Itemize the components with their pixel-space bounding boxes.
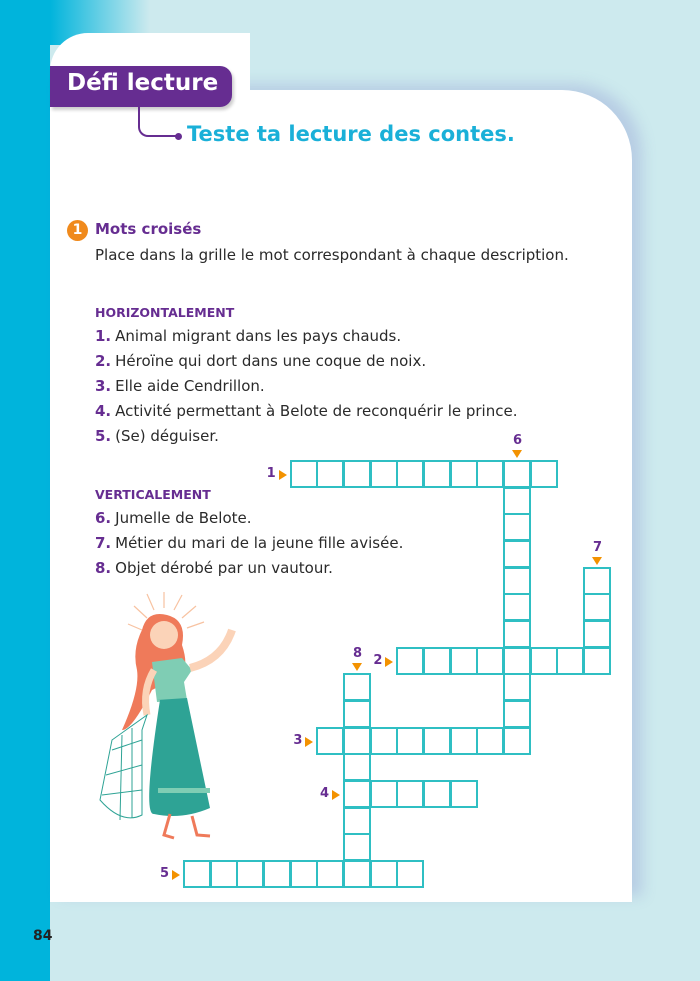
crossword-cell[interactable] xyxy=(290,460,318,488)
crossword-cell[interactable] xyxy=(343,727,371,755)
exercise-title: Mots croisés xyxy=(95,220,202,238)
crossword-cell[interactable] xyxy=(370,460,398,488)
crossword-cell[interactable] xyxy=(290,860,318,888)
crossword-cell[interactable] xyxy=(396,860,424,888)
crossword-cell[interactable] xyxy=(423,647,451,675)
clue-vertical xyxy=(95,509,252,527)
crossword-cell[interactable] xyxy=(343,700,371,728)
clue-number: 6. xyxy=(95,509,112,527)
clue-text: Héroïne qui dort dans une coque de noix. xyxy=(115,352,427,370)
crossword-cell[interactable] xyxy=(503,673,531,701)
section-badge: Défi lecture xyxy=(50,66,232,107)
clue-text: (Se) déguiser. xyxy=(115,427,219,445)
clue-label: 6 xyxy=(513,433,523,448)
arrow-down-icon xyxy=(352,663,362,671)
crossword-cell[interactable] xyxy=(343,753,371,781)
arrow-right-icon xyxy=(279,470,287,480)
crossword-cell[interactable] xyxy=(476,727,504,755)
crossword-cell[interactable] xyxy=(343,460,371,488)
clue-number: 2. xyxy=(95,352,112,370)
crossword-cell[interactable] xyxy=(503,567,531,595)
side-strip xyxy=(0,0,53,981)
crossword-cell[interactable] xyxy=(316,860,344,888)
clue-label: 7 xyxy=(593,539,603,555)
crossword-cell[interactable] xyxy=(396,460,424,488)
clue-horizontal xyxy=(95,427,219,445)
arrow-down-icon xyxy=(592,557,602,565)
crossword-cell[interactable] xyxy=(343,780,371,808)
crossword-cell[interactable] xyxy=(476,647,504,675)
clue-number: 8. xyxy=(95,559,112,577)
clue-vertical xyxy=(95,534,403,552)
clue-number: 5. xyxy=(95,427,112,445)
crossword-cell[interactable] xyxy=(210,860,238,888)
clue-text: Métier du mari de la jeune fille avisée. xyxy=(115,534,404,552)
exercise-instruction: Place dans la grille le mot correspondant à chaque description. xyxy=(95,246,569,264)
crossword-cell[interactable] xyxy=(503,727,531,755)
crossword-cell[interactable] xyxy=(236,860,264,888)
arrow-right-icon xyxy=(332,790,340,800)
crossword-cell[interactable] xyxy=(396,780,424,808)
girl-illustration xyxy=(92,590,262,850)
crossword-cell[interactable] xyxy=(423,460,451,488)
crossword-cell[interactable] xyxy=(343,860,371,888)
crossword-cell[interactable] xyxy=(450,647,478,675)
crossword-cell[interactable] xyxy=(530,460,558,488)
clue-text: Jumelle de Belote. xyxy=(115,509,252,527)
clue-label: 5 xyxy=(160,866,170,882)
horizontal-heading: HORIZONTALEMENT xyxy=(95,305,235,320)
crossword-cell[interactable] xyxy=(343,807,371,835)
crossword-cell[interactable] xyxy=(583,567,611,595)
crossword-cell[interactable] xyxy=(343,833,371,861)
arrow-down-icon xyxy=(512,450,522,458)
crossword-cell[interactable] xyxy=(370,780,398,808)
crossword-cell[interactable] xyxy=(263,860,291,888)
clue-number: 4. xyxy=(95,402,112,420)
crossword-cell[interactable] xyxy=(423,780,451,808)
clue-label: 3 xyxy=(293,732,303,748)
clue-horizontal xyxy=(95,327,401,345)
crossword-cell[interactable] xyxy=(583,593,611,621)
crossword-cell[interactable] xyxy=(503,647,531,675)
crossword-cell[interactable] xyxy=(476,460,504,488)
crossword-cell[interactable] xyxy=(450,727,478,755)
crossword-cell[interactable] xyxy=(503,487,531,515)
crossword-cell[interactable] xyxy=(450,780,478,808)
crossword-cell[interactable] xyxy=(423,727,451,755)
crossword-cell[interactable] xyxy=(503,460,531,488)
clue-label: 4 xyxy=(320,786,330,802)
clue-number: 1. xyxy=(95,327,112,345)
crossword-cell[interactable] xyxy=(503,540,531,568)
page-number: 84 xyxy=(33,928,53,944)
clue-number: 7. xyxy=(95,534,112,552)
vertical-heading: VERTICALEMENT xyxy=(95,487,211,502)
crossword-cell[interactable] xyxy=(316,460,344,488)
clue-number: 3. xyxy=(95,377,112,395)
crossword-cell[interactable] xyxy=(503,593,531,621)
crossword-cell[interactable] xyxy=(450,460,478,488)
arrow-right-icon xyxy=(305,737,313,747)
crossword-cell[interactable] xyxy=(396,647,424,675)
crossword-cell[interactable] xyxy=(370,860,398,888)
clue-label: 8 xyxy=(353,646,363,662)
clue-vertical xyxy=(95,559,333,577)
arrow-right-icon xyxy=(385,657,393,667)
clue-text: Elle aide Cendrillon. xyxy=(115,377,265,395)
crossword-cell[interactable] xyxy=(583,647,611,675)
crossword-cell[interactable] xyxy=(343,673,371,701)
crossword-cell[interactable] xyxy=(530,647,558,675)
connector-dot xyxy=(175,133,182,140)
crossword-cell[interactable] xyxy=(503,700,531,728)
crossword-cell[interactable] xyxy=(316,727,344,755)
crossword-cell[interactable] xyxy=(396,727,424,755)
clue-text: Animal migrant dans les pays chauds. xyxy=(115,327,402,345)
crossword-cell[interactable] xyxy=(183,860,211,888)
clue-horizontal xyxy=(95,352,426,370)
clue-text: Objet dérobé par un vautour. xyxy=(115,559,333,577)
clue-label: 1 xyxy=(266,466,276,481)
connector-line xyxy=(138,106,178,137)
clue-horizontal xyxy=(95,402,517,420)
clue-horizontal xyxy=(95,377,265,395)
subtitle: Teste ta lecture des contes. xyxy=(187,122,515,146)
clue-label: 2 xyxy=(373,652,383,668)
clue-text: Activité permettant à Belote de reconquérir le prince. xyxy=(115,402,518,420)
arrow-right-icon xyxy=(172,870,180,880)
crossword-cell[interactable] xyxy=(503,620,531,648)
exercise-number: 1 xyxy=(67,220,88,241)
crossword-cell[interactable] xyxy=(583,620,611,648)
crossword-cell[interactable] xyxy=(556,647,584,675)
crossword-cell[interactable] xyxy=(503,513,531,541)
crossword-cell[interactable] xyxy=(370,727,398,755)
